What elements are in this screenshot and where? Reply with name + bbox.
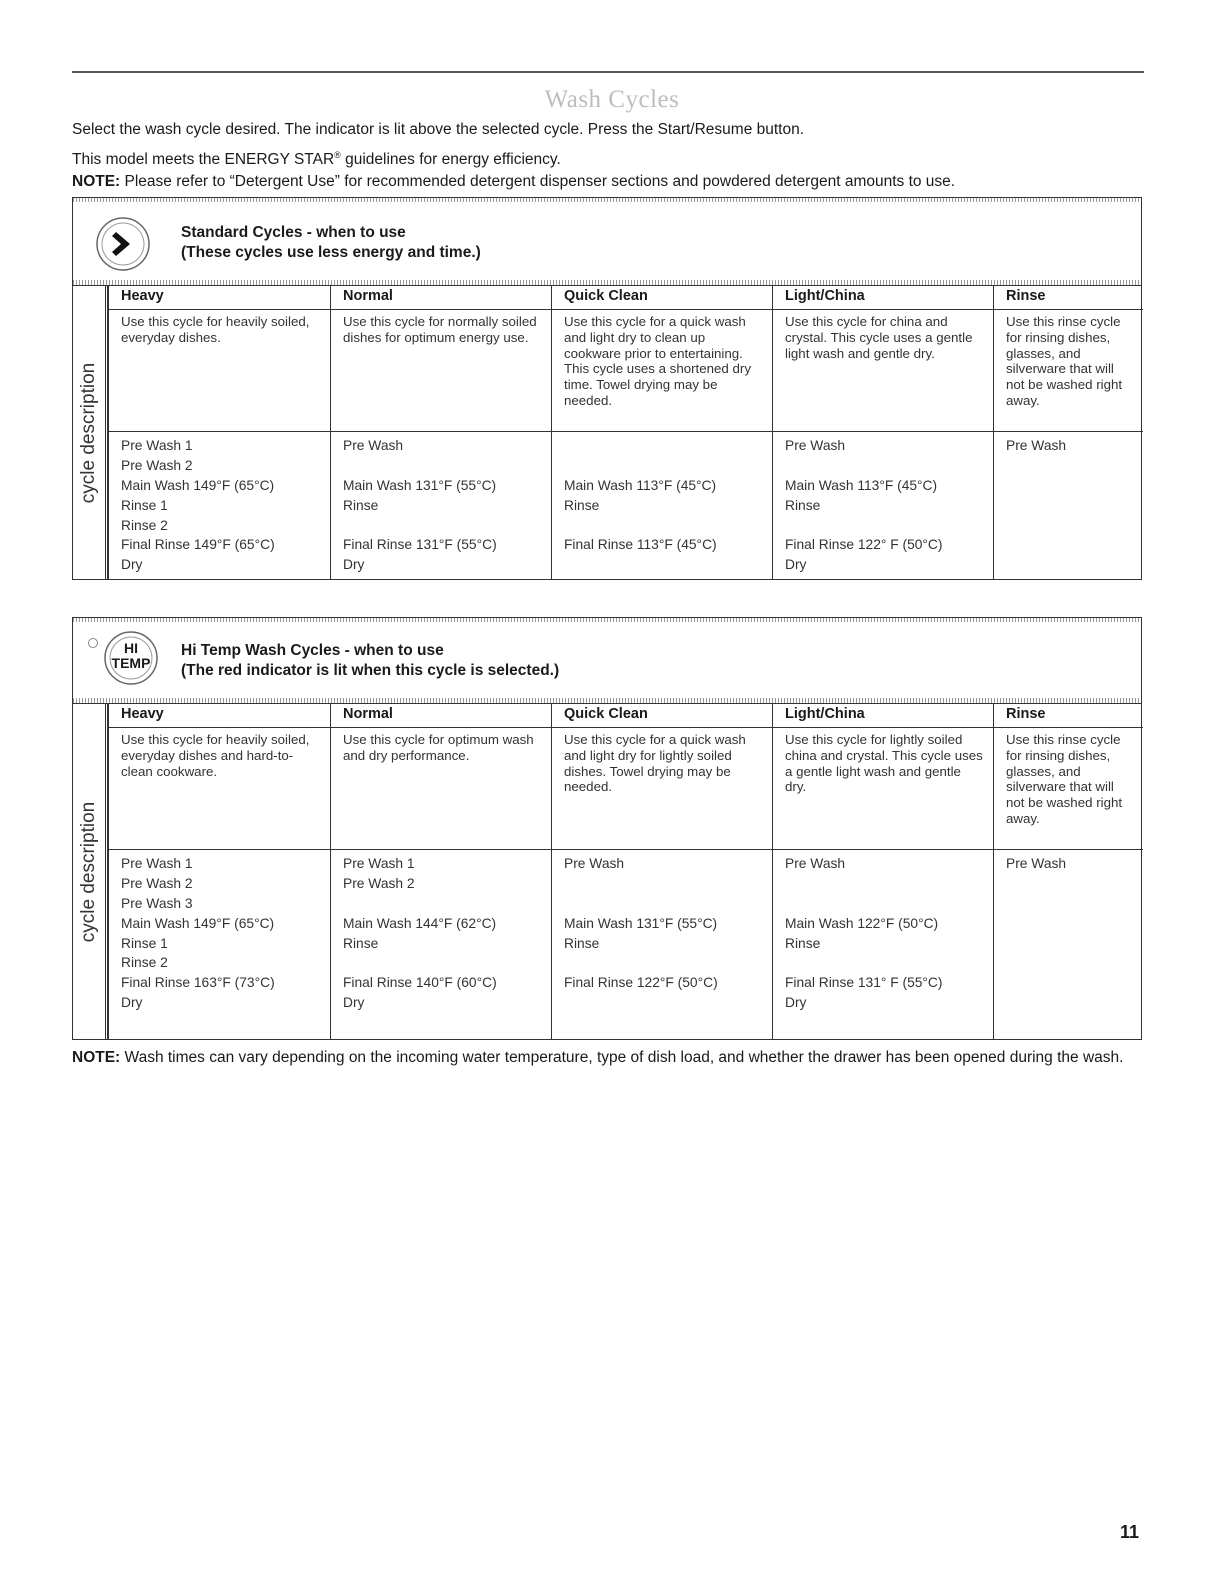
cycle-step: Pre Wash 2 (343, 875, 415, 891)
cycle-step (564, 874, 766, 894)
standard-cycles-section (72, 197, 1142, 580)
standard-cycles-heading (181, 223, 481, 263)
cycle-name: Rinse (994, 704, 1143, 728)
cycle-description: Use this cycle for a quick wash and light dry for lightly soiled dishes. Towel drying may be needed. (552, 728, 772, 850)
footer-note-text: Wash times can vary depending on the incoming water temperature, type of dish load, and whether the drawer has been opened during the wash. (120, 1049, 1124, 1066)
cycle-step: Pre Wash (1006, 438, 1067, 453)
note-text: Please refer to “Detergent Use” for recommended detergent dispenser sections and powdered detergent amounts to use. (120, 173, 956, 190)
cycle-step: Rinse 2 (121, 955, 168, 971)
energy-text: This model meets the ENERGY STAR (72, 151, 335, 169)
cycle-step: Final Rinse 131° F (55°C) (785, 975, 943, 991)
hi-temp-heading-line-1: Hi Temp Wash Cycles - when to use (181, 642, 444, 659)
cycle-step: Pre Wash (1006, 856, 1067, 871)
cycle-steps (331, 850, 551, 1013)
cycle-step (1006, 874, 1137, 894)
cycle-step: Final Rinse 149°F (65°C) (121, 537, 275, 553)
cycle-name: Quick Clean (552, 704, 772, 728)
cycle-step: Rinse 1 (121, 497, 168, 513)
pattern-stripe (73, 698, 1141, 703)
side-label-cell (73, 286, 108, 580)
cycle-step (564, 894, 766, 914)
cycle-column-light-china (772, 704, 993, 1040)
cycle-step: Rinse (343, 497, 379, 513)
cycle-step: Final Rinse 163°F (73°C) (121, 975, 275, 991)
cycle-step (564, 993, 766, 1013)
footer-note-label: NOTE: (72, 1049, 121, 1066)
standard-heading-line-2: (These cycles use less energy and time.) (181, 244, 481, 261)
cycle-name: Light/China (773, 704, 993, 728)
cycle-steps (994, 850, 1143, 1013)
cycle-steps (109, 850, 330, 1013)
cycle-step: Rinse (785, 497, 821, 513)
cycle-step: Pre Wash 1 (121, 856, 193, 871)
hi-temp-icon-line-1: HI (124, 640, 138, 656)
hi-temp-icon-line-2: TEMP (111, 655, 151, 671)
side-label: cycle description (78, 801, 99, 943)
cycle-description: Use this cycle for china and crystal. This cycle uses a gentle light wash and gentle dry. (773, 310, 993, 432)
cycle-description: Use this cycle for normally soiled dishes for optimum energy use. (331, 310, 551, 432)
cycle-step: Pre Wash 2 (121, 457, 193, 473)
cycle-step (785, 894, 987, 914)
cycle-step: Main Wash 131°F (55°C) (564, 915, 718, 931)
intro-line-2 (72, 146, 1152, 169)
hi-temp-header (73, 618, 1141, 704)
hi-temp-cycles-table (73, 704, 1141, 1040)
cycle-step: Rinse (564, 935, 600, 951)
cycle-step: Pre Wash 3 (121, 895, 193, 911)
cycle-steps (331, 432, 551, 575)
cycle-name: Heavy (109, 704, 330, 728)
cycle-step: Rinse (343, 935, 379, 951)
cycle-step: Pre Wash 2 (121, 875, 193, 891)
cycle-steps (994, 432, 1143, 575)
cycle-step (1006, 496, 1137, 516)
cycle-step (1006, 476, 1137, 496)
cycle-step (343, 456, 545, 476)
pattern-stripe (73, 198, 1141, 202)
cycle-step: Dry (785, 557, 807, 573)
cycle-step (785, 456, 987, 476)
cycle-step (1006, 973, 1137, 993)
cycle-step: Pre Wash 1 (121, 438, 193, 453)
cycle-description: Use this cycle for optimum wash and dry performance. (331, 728, 551, 850)
cycle-step (343, 953, 545, 973)
side-label-cell (73, 704, 108, 1040)
note-label: NOTE: (72, 173, 121, 190)
cycle-step (564, 436, 766, 456)
pattern-stripe (73, 618, 1141, 622)
indicator-light-icon (88, 638, 98, 648)
cycle-column-rinse (993, 286, 1143, 580)
cycle-step: Pre Wash (343, 438, 404, 453)
cycle-column-quick-clean (551, 286, 772, 580)
cycle-steps (773, 850, 993, 1013)
page-title: Wash Cycles (544, 86, 680, 113)
cycle-steps (552, 432, 772, 575)
cycle-description: Use this cycle for heavily soiled, everyday dishes. (109, 310, 330, 432)
cycle-step (343, 516, 545, 536)
standard-cycles-header (73, 198, 1141, 286)
cycle-name: Heavy (109, 286, 330, 310)
cycle-step: Final Rinse 122°F (50°C) (564, 975, 718, 991)
cycle-step: Final Rinse 122° F (50°C) (785, 537, 943, 553)
cycle-step (1006, 934, 1137, 954)
cycle-name: Normal (331, 286, 551, 310)
top-rule (72, 71, 1144, 73)
cycle-step: Final Rinse 113°F (45°C) (564, 537, 717, 553)
hi-temp-heading-line-2: (The red indicator is lit when this cycle is selected.) (181, 662, 560, 679)
cycle-name: Rinse (994, 286, 1143, 310)
cycle-step (1006, 555, 1137, 575)
cycle-column-heavy (108, 286, 330, 580)
chevron-right-circle-icon (95, 216, 151, 277)
cycle-column-light-china (772, 286, 993, 580)
cycle-column-normal (330, 704, 551, 1040)
cycle-step: Main Wash 131°F (55°C) (343, 477, 497, 493)
cycle-column-rinse (993, 704, 1143, 1040)
cycle-step: Final Rinse 140°F (60°C) (343, 975, 497, 991)
pattern-stripe (73, 280, 1141, 285)
cycle-column-normal (330, 286, 551, 580)
cycle-step (1006, 894, 1137, 914)
cycle-description: Use this cycle for a quick wash and light dry to clean up cookware prior to entertaining. This cycle uses a shortened dry time. Towel drying may be needed. (552, 310, 772, 432)
standard-heading-line-1: Standard Cycles - when to use (181, 224, 406, 241)
intro-note (72, 172, 1152, 191)
cycle-step: Main Wash 149°F (65°C) (121, 477, 275, 493)
cycle-name: Quick Clean (552, 286, 772, 310)
cycle-step (785, 874, 987, 894)
cycle-step (1006, 535, 1137, 555)
cycle-step: Pre Wash (785, 438, 846, 453)
cycle-description: Use this cycle for lightly soiled china and crystal. This cycle uses a gentle light wash and gentle dry. (773, 728, 993, 850)
cycle-step: Dry (343, 995, 365, 1011)
cycle-step: Dry (785, 995, 807, 1011)
energy-text-end: guidelines for energy efficiency. (340, 151, 561, 169)
cycle-step (564, 456, 766, 476)
cycle-steps (552, 850, 772, 1013)
cycle-step (1006, 953, 1137, 973)
cycle-step: Main Wash 113°F (45°C) (785, 477, 938, 493)
cycle-step (785, 516, 987, 536)
cycle-step: Main Wash 122°F (50°C) (785, 915, 939, 931)
cycle-step (1006, 456, 1137, 476)
cycle-step: Pre Wash (785, 856, 846, 871)
cycle-step: Dry (121, 557, 143, 573)
cycle-name: Normal (331, 704, 551, 728)
hi-temp-icon (103, 630, 159, 691)
cycle-step: Dry (121, 995, 143, 1011)
cycle-column-quick-clean (551, 704, 772, 1040)
cycle-step (785, 953, 987, 973)
cycle-step (343, 894, 545, 914)
hi-temp-heading (181, 641, 559, 681)
cycle-description: Use this rinse cycle for rinsing dishes, glasses, and silverware that will not be washed right away. (994, 310, 1143, 432)
hi-temp-icon-text (103, 641, 159, 671)
cycle-description: Use this rinse cycle for rinsing dishes, glasses, and silverware that will not be washed right away. (994, 728, 1143, 850)
cycle-step (1006, 516, 1137, 536)
cycle-step: Main Wash 149°F (65°C) (121, 915, 275, 931)
cycle-step (564, 516, 766, 536)
cycle-step (564, 953, 766, 973)
cycle-step (1006, 993, 1137, 1013)
cycle-step (564, 555, 766, 575)
cycle-step: Main Wash 144°F (62°C) (343, 915, 497, 931)
cycle-step: Dry (343, 557, 365, 573)
registered-mark: ® (334, 150, 341, 160)
page-number: 11 (1120, 1522, 1140, 1542)
footer-note (72, 1048, 1132, 1068)
cycle-step: Final Rinse 131°F (55°C) (343, 537, 497, 553)
cycle-step: Rinse 2 (121, 517, 168, 533)
side-label: cycle description (78, 362, 99, 504)
cycle-step: Rinse (785, 935, 821, 951)
intro-line-1: Select the wash cycle desired. The indicator is lit above the selected cycle. Press the Start/Resume button. (72, 121, 805, 138)
standard-cycles-table (73, 286, 1141, 580)
cycle-step: Rinse 1 (121, 935, 168, 951)
hi-temp-cycles-section (72, 617, 1142, 1040)
cycle-step: Rinse (564, 497, 600, 513)
cycle-step: Main Wash 113°F (45°C) (564, 477, 717, 493)
cycle-column-heavy (108, 704, 330, 1040)
cycle-steps (773, 432, 993, 575)
cycle-description: Use this cycle for heavily soiled, everyday dishes and hard-to-clean cookware. (109, 728, 330, 850)
cycle-steps (109, 432, 330, 575)
cycle-step: Pre Wash 1 (343, 856, 415, 871)
cycle-step: Pre Wash (564, 856, 625, 871)
cycle-step (1006, 914, 1137, 934)
cycle-name: Light/China (773, 286, 993, 310)
